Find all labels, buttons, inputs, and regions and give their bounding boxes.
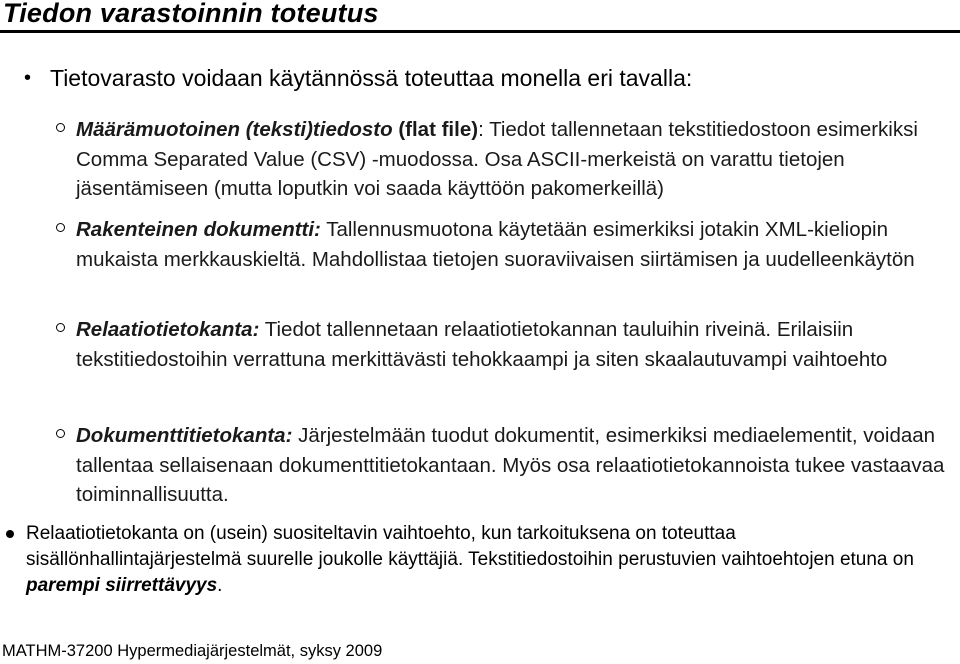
sub-item-term: Relaatiotietokanta:: [76, 318, 260, 341]
sub-item-structured-document: [56, 215, 956, 274]
bottom-bullet-end: .: [217, 575, 223, 596]
bottom-bullet: [4, 521, 954, 599]
main-bullet-rest: voidaan käytännössä toteuttaa monella eri tavalla:: [175, 65, 693, 91]
sub-item-flat-file: [56, 115, 956, 204]
sub-item-term: Määrämuotoinen (teksti)tiedosto: [76, 118, 393, 141]
sub-item-term: Dokumenttitietokanta:: [76, 424, 293, 447]
main-bullet-text: [50, 63, 692, 93]
filled-bullet-icon: [6, 530, 14, 538]
sub-item-text: Tallennusmuotona käytetään esimerkiksi jotakin XML-kieliopin mukaista merkkauskieltä. Mahdollistaa tietojen suoraviivaisen siirtämisen ja uudelleenkäytön: [76, 218, 915, 271]
sub-item-text: : Tiedot tallennetaan tekstitiedostoon esimerkiksi Comma Separated Value (CSV) -muodossa. Osa ASCII-merkeistä on varattu tietojen jäsentämiseen (mutta loputkin voi saada käyttöön pakomerkeillä): [76, 118, 918, 200]
main-bullet-term: Tietovarasto: [50, 65, 176, 91]
sub-item-mid: (flat file): [392, 118, 479, 141]
slide-title: Tiedon varastoinnin toteutus: [3, 0, 379, 28]
ring-bullet-icon: [56, 429, 65, 438]
bottom-bullet-text: Relaatiotietokanta on (usein) suositeltavin vaihtoehto, kun tarkoituksena on toteuttaa sisällönhallintajärjestelmä suurelle joukolle käyttäjiä. Tekstitiedostoihin perustuvien vaihtoehtojen etuna on: [26, 523, 914, 570]
slide-footer: MATHM-37200 Hypermediajärjestelmät, syksy 2009: [2, 642, 383, 660]
ring-bullet-icon: [56, 223, 65, 232]
ring-bullet-icon: [56, 123, 65, 132]
sub-item-text: Tiedot tallennetaan relaatiotietokannan tauluihin riveinä. Erilaisiin tekstitiedostoihin verrattuna merkittävästi tehokkaampi ja siten skaalautuvampi vaihtoehto: [76, 318, 888, 371]
title-underline: [0, 30, 960, 33]
sub-item-text: Järjestelmään tuodut dokumentit, esimerkiksi mediaelementit, voidaan tallentaa sellaisenaan dokumenttitietokantaan. Myös osa relaatiotietokannoista tukee vastaavaa toiminnallisuutta.: [76, 424, 945, 506]
bottom-bullet-emphasis: parempi siirrettävyys: [26, 575, 218, 596]
bullet-marker: •: [24, 67, 32, 89]
sub-item-document-database: [56, 421, 956, 510]
sub-item-relational-database: [56, 315, 956, 374]
ring-bullet-icon: [56, 323, 65, 332]
sub-item-term: Rakenteinen dokumentti:: [76, 218, 321, 241]
